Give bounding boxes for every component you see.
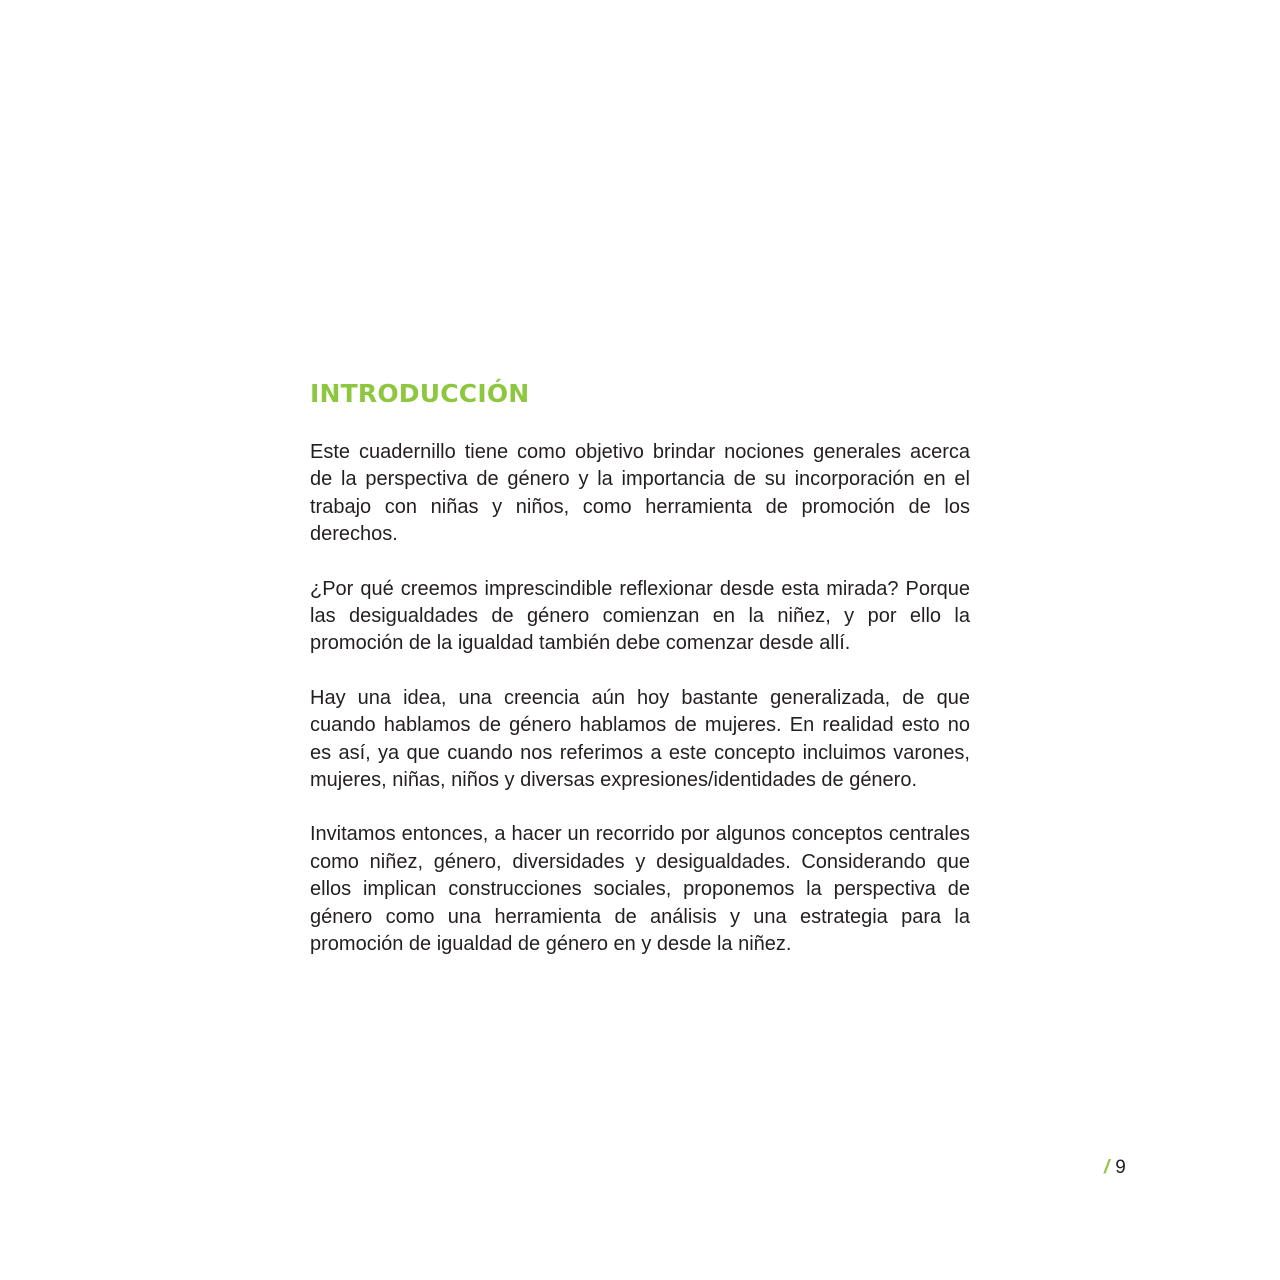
section-heading: INTRODUCCIÓN <box>310 379 530 408</box>
paragraph-2: ¿Por qué creemos imprescindible reflexionar desde esta mirada? Porque las desigualdades de género comienzan en la niñez, y por ello la promoción de la igualdad también debe comenzar desde allí. <box>310 577 970 655</box>
paragraph-3: Hay una idea, una creencia aún hoy bastante generalizada, de que cuando hablamos de género hablamos de mujeres. En realidad esto no es así, ya que cuando nos referimos a este concepto incluimos varones, mujeres, niñas, niños y diversas expresiones/identidades de género. <box>310 686 970 792</box>
main-content <box>310 376 970 986</box>
page-number: 9 <box>1115 1157 1126 1178</box>
page-separator: / <box>1104 1157 1110 1178</box>
paragraph-1: Este cuadernillo tiene como objetivo brindar nociones generales acerca de la perspectiva de género y la importancia de su incorporación en el trabajo con niñas y niños, como herramienta de promoción de los derechos. <box>310 441 970 546</box>
page-footer <box>1104 1156 1126 1180</box>
paragraph-4: Invitamos entonces, a hacer un recorrido por algunos conceptos centrales como niñez, género, diversidades y desigualdades. Considerando que ellos implican construcciones sociales, proponemos la perspectiva de género como una herramienta de análisis y una estrategia para la promoción de igualdad de género en y desde la niñez. <box>310 823 970 956</box>
